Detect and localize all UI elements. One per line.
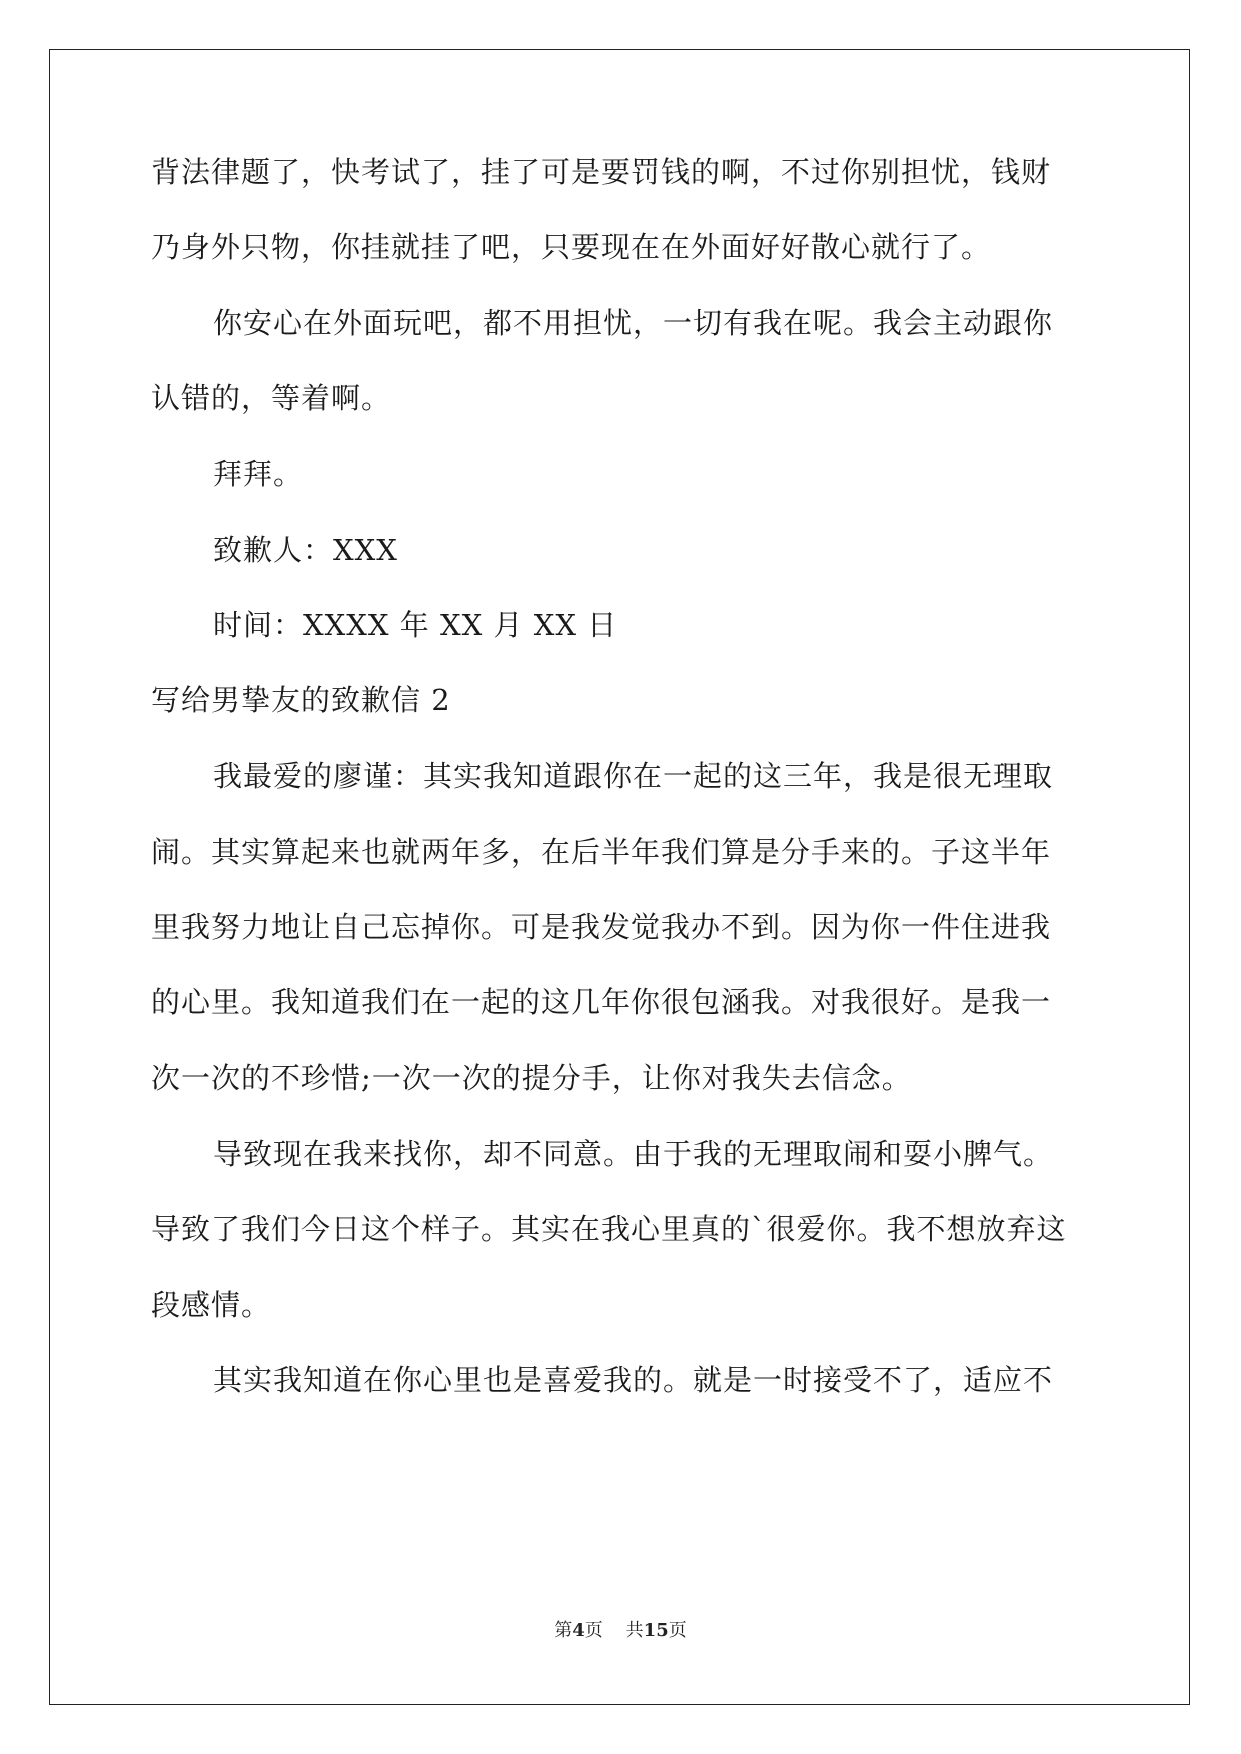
paragraph-line: 里我努力地让自己忘掉你。可是我发觉我办不到。因为你一件住进我: [151, 910, 1052, 944]
signature-line: 致歉人：XXX: [213, 533, 398, 567]
section-title: 写给男挚友的致歉信 2: [151, 683, 451, 717]
page-number: 4: [572, 1620, 585, 1641]
date-line: 时间：XXXX 年 XX 月 XX 日: [213, 608, 618, 642]
paragraph-line: 认错的，等着啊。: [151, 381, 392, 415]
paragraph-line: 闹。其实算起来也就两年多，在后半年我们算是分手来的。子这半年: [151, 835, 1052, 869]
paragraph-line: 其实我知道在你心里也是喜爱我的。就是一时接受不了，适应不: [213, 1363, 1054, 1397]
paragraph-line: 的心里。我知道我们在一起的这几年你很包涵我。对我很好。是我一: [151, 985, 1052, 1019]
page-prefix: 第: [554, 1620, 573, 1641]
closing-line: 拜拜。: [213, 457, 304, 491]
page-footer: [0, 1620, 1241, 1642]
paragraph-line: 导致现在我来找你，却不同意。由于我的无理取闹和耍小脾气。: [213, 1137, 1054, 1171]
page-border: [49, 49, 1190, 1705]
paragraph-line: 背法律题了，快考试了，挂了可是要罚钱的啊，不过你别担忧，钱财: [151, 155, 1052, 189]
total-prefix: 共: [625, 1620, 644, 1641]
total-pages: 15: [643, 1620, 669, 1641]
page-suffix: 页: [584, 1620, 603, 1641]
paragraph-line: 次一次的不珍惜;一次一次的提分手，让你对我失去信念。: [151, 1061, 912, 1095]
paragraph-line: 段感情。: [151, 1288, 272, 1322]
paragraph-line: 导致了我们今日这个样子。其实在我心里真的`很爱你。我不想放弃这: [151, 1212, 1067, 1246]
paragraph-line: 乃身外只物，你挂就挂了吧，只要现在在外面好好散心就行了。: [151, 230, 992, 264]
paragraph-line: 你安心在外面玩吧，都不用担忧，一切有我在呢。我会主动跟你: [213, 306, 1054, 340]
total-suffix: 页: [668, 1620, 687, 1641]
paragraph-line: 我最爱的廖谨：其实我知道跟你在一起的这三年，我是很无理取: [213, 759, 1054, 793]
